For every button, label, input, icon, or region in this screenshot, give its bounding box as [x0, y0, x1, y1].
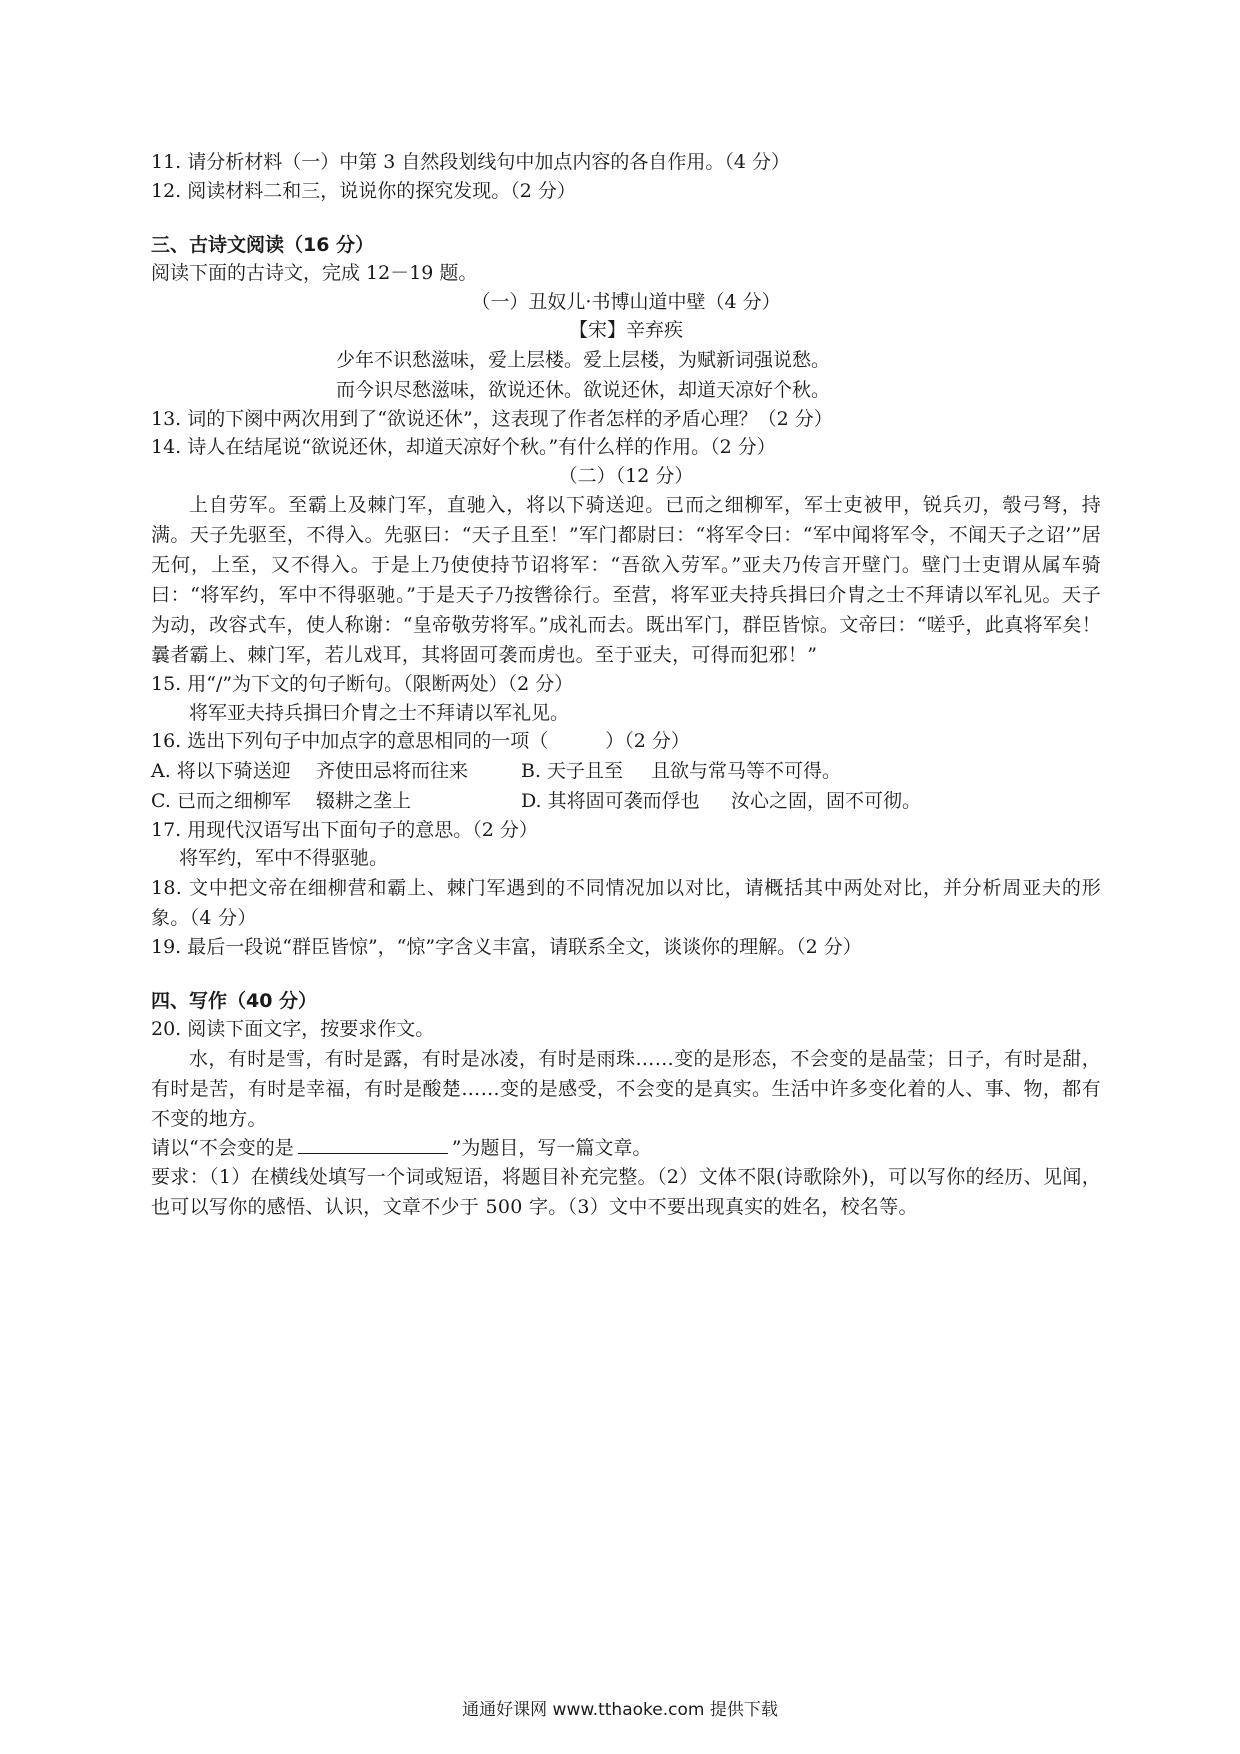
exam-page	[151, 148, 1101, 1222]
option-d-1: D. 其将固可袭而俘也	[521, 789, 700, 812]
question-16-options-ab	[151, 756, 1101, 786]
poem-title: （一）丑奴儿·书博山道中壁（4 分）	[471, 290, 781, 313]
poem-line-2: 而今识尽愁滋味，欲说还休。欲说还休，却道天凉好个秋。	[336, 378, 831, 401]
question-18: 18. 文中把文帝在细柳营和霸上、棘门军遇到的不同情况加以对比，请概括其中两处对比，并分析周亚夫的形象。（4 分）	[151, 876, 1101, 929]
option-b-1: B. 天子且至	[521, 759, 624, 782]
prose-title: （二）（12 分）	[558, 464, 694, 487]
prose-passage: 上自劳军。至霸上及棘门军，直驰入，将以下骑送迎。已而之细柳军，军士吏被甲，锐兵刃，彀弓弩，持满。天子先驱至，不得入。先驱曰：“天子且至！”军门都尉曰：“将军令曰：“军中闻将军令，不闻天子之诏’”居无何，上至，又不得入。于是上乃使使持节诏将军：“吾欲入劳军。”亚夫乃传言开壁门。壁门士吏谓从属车骑曰：“将军约，军中不得驱驰。”于是天子乃按辔徐行。至营，将军亚夫持兵揖曰介胄之士不拜请以军礼见。天子为动，改容式车，使人称谢：“皇帝敬劳将军。”成礼而去。既出军门，群臣皆惊。文帝曰：“嗟乎，此真将军矣！曩者霸上、棘门军，若儿戏耳，其将固可袭而虏也。至于亚夫，可得而犯邪！”	[151, 494, 1101, 666]
question-15-text: 将军亚夫持兵揖曰介胄之士不拜请以军礼见。	[189, 701, 570, 724]
option-a-2: 齐使田忌将而往来	[316, 759, 469, 782]
question-16-options-cd	[151, 786, 1101, 816]
poem-author: 【宋】辛弃疾	[568, 319, 683, 341]
question-17-text: 将军约，军中不得驱驰。	[179, 847, 389, 869]
writing-prompt-after: ”为题目，写一篇文章。	[451, 1136, 652, 1159]
writing-requirements: 要求：（1）在横线处填写一个词或短语，将题目补充完整。（2）文体不限(诗歌除外)，可以写你的经历、见闻，也可以写你的感悟、认识，文章不少于 500 字。（3）文中不要出现真实的姓名，校名等。	[151, 1166, 1101, 1218]
writing-prompt-before: 请以“不会变的是	[151, 1136, 294, 1159]
section-3-heading: 三、古诗文阅读（16 分）	[151, 234, 375, 256]
option-c-2: 辍耕之垄上	[316, 789, 412, 812]
option-a-1: A. 将以下骑送迎	[151, 759, 291, 782]
question-11: 11. 请分析材料（一）中第 3 自然段划线句中加点内容的各自作用。（4 分）	[151, 151, 791, 173]
question-19: 19. 最后一段说“群臣皆惊”，“惊”字含义丰富，请联系全文，谈谈你的理解。（2 分）	[151, 935, 862, 958]
writing-prompt	[151, 1134, 1101, 1163]
question-16: 16. 选出下列句子中加点字的意思相同的一项（ ）（2 分）	[151, 730, 690, 752]
section-4-heading: 四、写作（40 分）	[151, 990, 318, 1012]
question-13: 13. 词的下阕中两次用到了“欲说还休”，这表现了作者怎样的矛盾心理？（2 分）	[151, 407, 833, 430]
option-d-2: 汝心之固，固不可彻。	[731, 789, 922, 812]
section-3-intro: 阅读下面的古诗文，完成 12－19 题。	[151, 262, 478, 284]
question-15: 15. 用“/”为下文的句子断句。（限断两处）（2 分）	[151, 673, 574, 695]
question-20: 20. 阅读下面文字，按要求作文。	[151, 1018, 435, 1040]
question-17: 17. 用现代汉语写出下面句子的意思。（2 分）	[151, 818, 538, 841]
question-12: 12. 阅读材料二和三，说说你的探究发现。（2 分）	[151, 179, 576, 202]
footer-source: 通通好课网 www.tthaoke.com 提供下载	[462, 1700, 778, 1720]
option-b-2: 且欲与常马等不可得。	[651, 759, 842, 782]
writing-passage: 水，有时是雪，有时是露，有时是冰凌，有时是雨珠……变的是形态，不会变的是晶莹；日子，有时是甜，有时是苦，有时是幸福，有时是酸楚……变的是感受，不会变的是真实。生活中许多变化着的人、事、物，都有不变的地方。	[151, 1047, 1101, 1130]
title-blank	[298, 1135, 448, 1154]
option-c-1: C. 已而之细柳军	[151, 789, 291, 812]
poem-line-1: 少年不识愁滋味，爱上层楼。爱上层楼，为赋新词强说愁。	[336, 348, 831, 371]
question-14: 14. 诗人在结尾说“欲说还休，却道天凉好个秋。”有什么样的作用。（2 分）	[151, 436, 776, 458]
